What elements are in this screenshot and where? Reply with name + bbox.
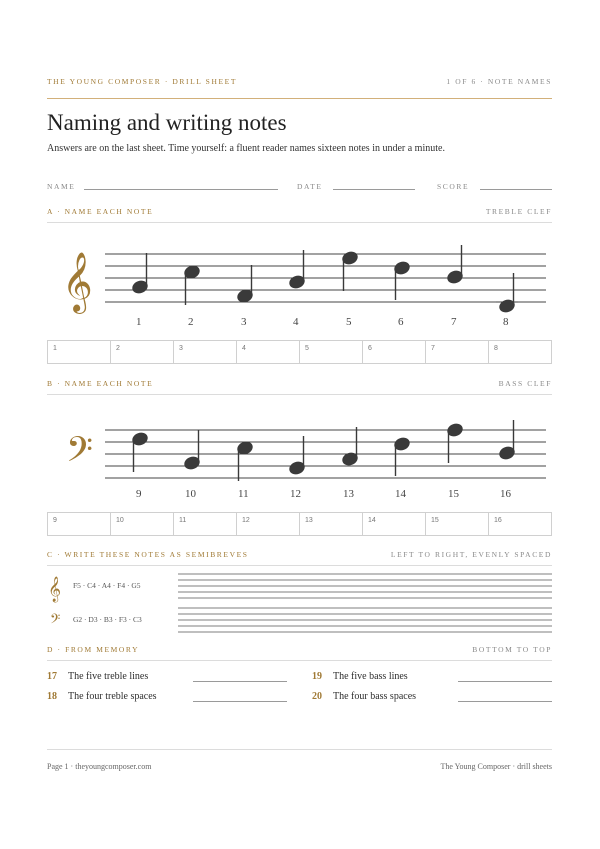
- question-text: The four bass spaces: [333, 691, 417, 702]
- note-label: 7: [451, 316, 457, 328]
- header-right: 1 OF 6 · NOTE NAMES: [446, 77, 552, 86]
- note-label: 6: [398, 316, 404, 328]
- note-label: 16: [500, 488, 511, 500]
- note-label: 3: [241, 316, 247, 328]
- note-label: 2: [188, 316, 194, 328]
- section-d-title: D · FROM MEMORY: [47, 645, 140, 654]
- name-label: NAME: [47, 182, 76, 191]
- answer-box[interactable]: 9: [48, 513, 111, 535]
- answer-box[interactable]: 2: [111, 341, 174, 363]
- section-a-divider: [47, 222, 552, 223]
- answer-line[interactable]: [193, 681, 287, 682]
- note-label: 10: [185, 488, 196, 500]
- treble-clef-icon: 𝄞: [62, 252, 93, 312]
- answer-boxes-a: [47, 340, 552, 364]
- date-field[interactable]: [333, 189, 415, 190]
- note-label: 12: [290, 488, 301, 500]
- section-a-title: A · NAME EACH NOTE: [47, 207, 154, 216]
- answer-box[interactable]: 3: [174, 341, 237, 363]
- answer-box[interactable]: 11: [174, 513, 237, 535]
- answer-box[interactable]: 10: [111, 513, 174, 535]
- treble-notes-to-write: F5 · C4 · A4 · F4 · G5: [73, 581, 141, 590]
- section-c-title: C · WRITE THESE NOTES AS SEMIBREVES: [47, 550, 249, 559]
- section-b-divider: [47, 394, 552, 395]
- note-label: 8: [503, 316, 509, 328]
- question-number: 20: [312, 691, 322, 702]
- note-label: 4: [293, 316, 299, 328]
- answer-line[interactable]: [193, 701, 287, 702]
- note-label: 14: [395, 488, 406, 500]
- footer-right: The Young Composer · drill sheets: [440, 762, 552, 771]
- section-d-order: BOTTOM TO TOP: [472, 645, 552, 654]
- answer-box[interactable]: 5: [300, 341, 363, 363]
- header-left: THE YOUNG COMPOSER · DRILL SHEET: [47, 77, 238, 86]
- bass-clef-icon: 𝄢: [66, 429, 94, 478]
- answer-box[interactable]: 7: [426, 341, 489, 363]
- note-label: 15: [448, 488, 459, 500]
- note-label: 11: [238, 488, 249, 500]
- section-b-clef: BASS CLEF: [498, 379, 552, 388]
- footer-divider: [47, 749, 552, 750]
- bass-note-labels: [0, 488, 600, 504]
- note-label: 1: [136, 316, 142, 328]
- section-b-title: B · NAME EACH NOTE: [47, 379, 154, 388]
- section-d-divider: [47, 660, 552, 661]
- question-number: 18: [47, 691, 57, 702]
- bass-staff: [0, 410, 600, 485]
- answer-box[interactable]: 12: [237, 513, 300, 535]
- answer-boxes-b: [47, 512, 552, 536]
- answer-box[interactable]: 8: [494, 345, 498, 352]
- footer-left: Page 1 · theyoungcomposer.com: [47, 762, 152, 771]
- answer-line[interactable]: [458, 701, 552, 702]
- header-divider: [47, 98, 552, 99]
- page-title: Naming and writing notes: [47, 110, 287, 135]
- bass-clef-icon: 𝄢: [50, 611, 61, 630]
- answer-box[interactable]: 6: [363, 341, 426, 363]
- section-c-divider: [47, 565, 552, 566]
- answer-line[interactable]: [458, 681, 552, 682]
- answer-box[interactable]: 14: [363, 513, 426, 535]
- note-label: 13: [343, 488, 354, 500]
- answer-box[interactable]: 13: [300, 513, 363, 535]
- answer-box[interactable]: 16: [494, 517, 502, 524]
- question-text: The four treble spaces: [68, 691, 157, 702]
- note-label: 9: [136, 488, 142, 500]
- bass-notes-to-write: G2 · D3 · B3 · F3 · C3: [73, 615, 142, 624]
- note-label: 5: [346, 316, 352, 328]
- answer-box[interactable]: 1: [48, 341, 111, 363]
- name-field[interactable]: [84, 189, 278, 190]
- answer-box[interactable]: 4: [237, 341, 300, 363]
- question-text: The five treble lines: [68, 671, 149, 682]
- section-a-clef: TREBLE CLEF: [485, 207, 552, 216]
- treble-clef-icon: 𝄞: [48, 577, 62, 602]
- treble-note-labels: [0, 316, 600, 332]
- score-label: SCORE: [437, 182, 470, 191]
- question-number: 17: [47, 671, 57, 682]
- date-label: DATE: [297, 182, 323, 191]
- question-text: The five bass lines: [333, 671, 408, 682]
- score-field[interactable]: [480, 189, 552, 190]
- intro-text: Answers are on the last sheet. Time yourself: a fluent reader names sixteen notes in under a minute.: [47, 143, 445, 154]
- question-number: 19: [312, 671, 322, 682]
- answer-box[interactable]: 15: [426, 513, 489, 535]
- section-c-instruction: LEFT TO RIGHT, EVENLY SPACED: [390, 550, 552, 559]
